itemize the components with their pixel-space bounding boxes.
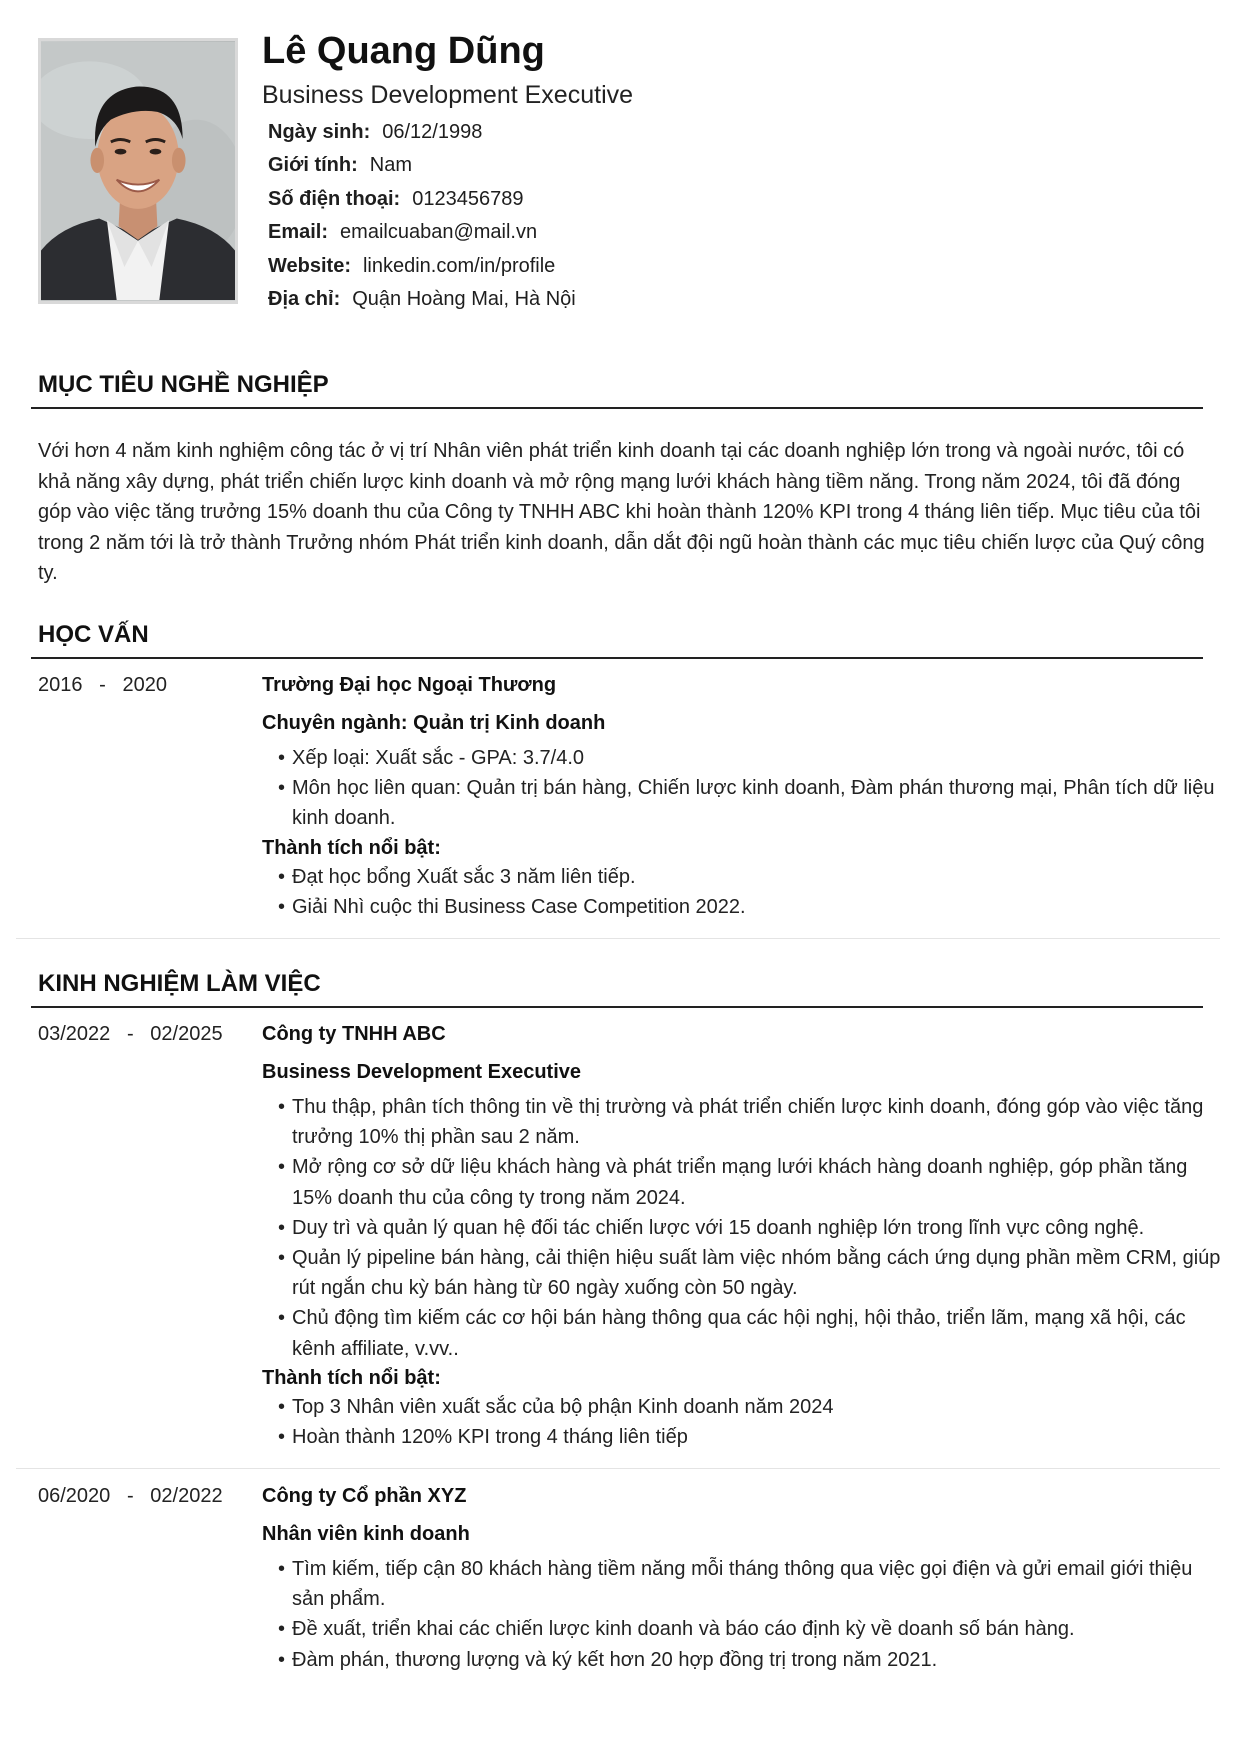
info-value: 0123456789 <box>412 187 524 210</box>
list-item: • Top 3 Nhân viên xuất sắc của bộ phận Kinh doanh năm 2024 <box>262 1392 1222 1422</box>
entry-divider <box>16 938 1220 939</box>
list-item: • Duy trì và quản lý quan hệ đối tác chiến lược với 15 doanh nghiệp lớn trong lĩnh vực công nghệ. <box>262 1213 1222 1243</box>
section-divider <box>31 657 1203 659</box>
education-dates: 2016 - 2020 <box>38 674 167 696</box>
info-birthdate <box>268 116 576 149</box>
list-item: • Mở rộng cơ sở dữ liệu khách hàng và phát triển mạng lưới khách hàng doanh nghiệp, góp phần tăng 15% doanh thu của công ty trong năm 2024. <box>262 1152 1222 1212</box>
info-website <box>268 250 576 283</box>
info-value: linkedin.com/in/profile <box>362 254 556 277</box>
info-label: Ngày sinh: <box>268 121 371 143</box>
info-phone <box>268 183 576 216</box>
info-label: Địa chỉ: <box>268 287 341 310</box>
info-label: Email: <box>268 221 329 244</box>
education-section-title: HỌC VẤN <box>38 621 149 648</box>
experience-dates: 03/2022 - 02/2025 <box>38 1023 223 1045</box>
list-item: • Quản lý pipeline bán hàng, cải thiện hiệu suất làm việc nhóm bằng cách ứng dụng phần mềm CRM, giúp rút ngắn chu kỳ bán hàng từ 60 ngày xuống còn 50 ngày. <box>262 1243 1222 1303</box>
info-value: emailcuaban@mail.vn <box>340 221 538 244</box>
personal-info <box>268 116 576 316</box>
section-divider <box>31 1006 1203 1008</box>
education-achievements <box>262 862 1222 922</box>
job-duties <box>262 1554 1222 1675</box>
info-address <box>268 283 576 316</box>
candidate-name: Lê Quang Dũng <box>262 30 545 72</box>
list-item: • Đàm phán, thương lượng và ký kết hơn 20 hợp đồng trị trong năm 2021. <box>262 1645 1222 1675</box>
list-item: • Giải Nhì cuộc thi Business Case Competition 2022. <box>262 892 1222 922</box>
list-item: • Đề xuất, triển khai các chiến lược kinh doanh và báo cáo định kỳ về doanh số bán hàng. <box>262 1614 1222 1644</box>
job-duties <box>262 1092 1222 1364</box>
objective-section-title: MỤC TIÊU NGHỀ NGHIỆP <box>38 371 329 398</box>
experience-section-title: KINH NGHIỆM LÀM VIỆC <box>38 970 321 997</box>
list-item: • Đạt học bổng Xuất sắc 3 năm liên tiếp. <box>262 862 1222 892</box>
profile-photo <box>38 38 238 304</box>
list-item: • Tìm kiếm, tiếp cận 80 khách hàng tiềm năng mỗi tháng thông qua việc gọi điện và gửi email giới thiệu sản phẩm. <box>262 1554 1222 1614</box>
objective-text: Với hơn 4 năm kinh nghiệm công tác ở vị trí Nhân viên phát triển kinh doanh tại các doanh nghiệp lớn trong và ngoài nước, tôi có khả năng xây dựng, phát triển chiến lược kinh doanh và mở rộng mạng lưới khách hàng tiềm năng. Trong năm 2024, tôi đã đóng góp vào việc tăng trưởng 15% doanh thu của Công ty TNHH ABC khi hoàn thành 120% KPI trong 4 tháng liên tiếp. Mục tiêu của tôi trong 2 năm tới là trở thành Trưởng nhóm Phát triển kinh doanh, dẫn dắt đội ngũ hoàn thành các mục tiêu chiến lược của Quý công ty. <box>38 440 1205 584</box>
company-name: Công ty Cổ phần XYZ <box>262 1485 467 1507</box>
list-item: • Môn học liên quan: Quản trị bán hàng, Chiến lược kinh doanh, Đàm phán thương mại, Phân tích dữ liệu kinh doanh. <box>262 773 1222 833</box>
job-achievements-label: Thành tích nổi bật: <box>262 1366 441 1389</box>
info-label: Website: <box>268 254 351 277</box>
info-label: Số điện thoại: <box>268 187 401 210</box>
list-item: • Chủ động tìm kiếm các cơ hội bán hàng thông qua các hội nghị, hội thảo, triển lãm, mạng xã hội, các kênh affiliate, v.vv.. <box>262 1303 1222 1363</box>
portrait-photo-icon <box>41 41 235 301</box>
experience-dates: 06/2020 - 02/2022 <box>38 1485 223 1507</box>
school-name: Trường Đại học Ngoại Thương <box>262 674 557 696</box>
job-role: Nhân viên kinh doanh <box>262 1523 470 1545</box>
info-value: Quận Hoàng Mai, Hà Nội <box>352 287 576 310</box>
info-value: Nam <box>369 154 412 177</box>
education-details <box>262 743 1222 834</box>
info-label: Giới tính: <box>268 154 358 177</box>
education-achievements-label: Thành tích nổi bật: <box>262 836 441 859</box>
info-gender <box>268 149 576 182</box>
info-value: 06/12/1998 <box>382 121 483 143</box>
list-item: • Hoàn thành 120% KPI trong 4 tháng liên tiếp <box>262 1422 1222 1452</box>
company-name: Công ty TNHH ABC <box>262 1023 446 1045</box>
education-major: Chuyên ngành: Quản trị Kinh doanh <box>262 712 606 734</box>
section-divider <box>31 407 1203 409</box>
list-item: • Xếp loại: Xuất sắc - GPA: 3.7/4.0 <box>262 743 1222 773</box>
job-achievements <box>262 1392 1222 1452</box>
list-item: • Thu thập, phân tích thông tin về thị trường và phát triển chiến lược kinh doanh, đóng góp vào việc tăng trưởng 10% thị phần sau 2 năm. <box>262 1092 1222 1152</box>
candidate-job-title: Business Development Executive <box>262 81 634 109</box>
info-email <box>268 216 576 249</box>
job-role: Business Development Executive <box>262 1061 582 1083</box>
entry-divider <box>16 1468 1220 1469</box>
